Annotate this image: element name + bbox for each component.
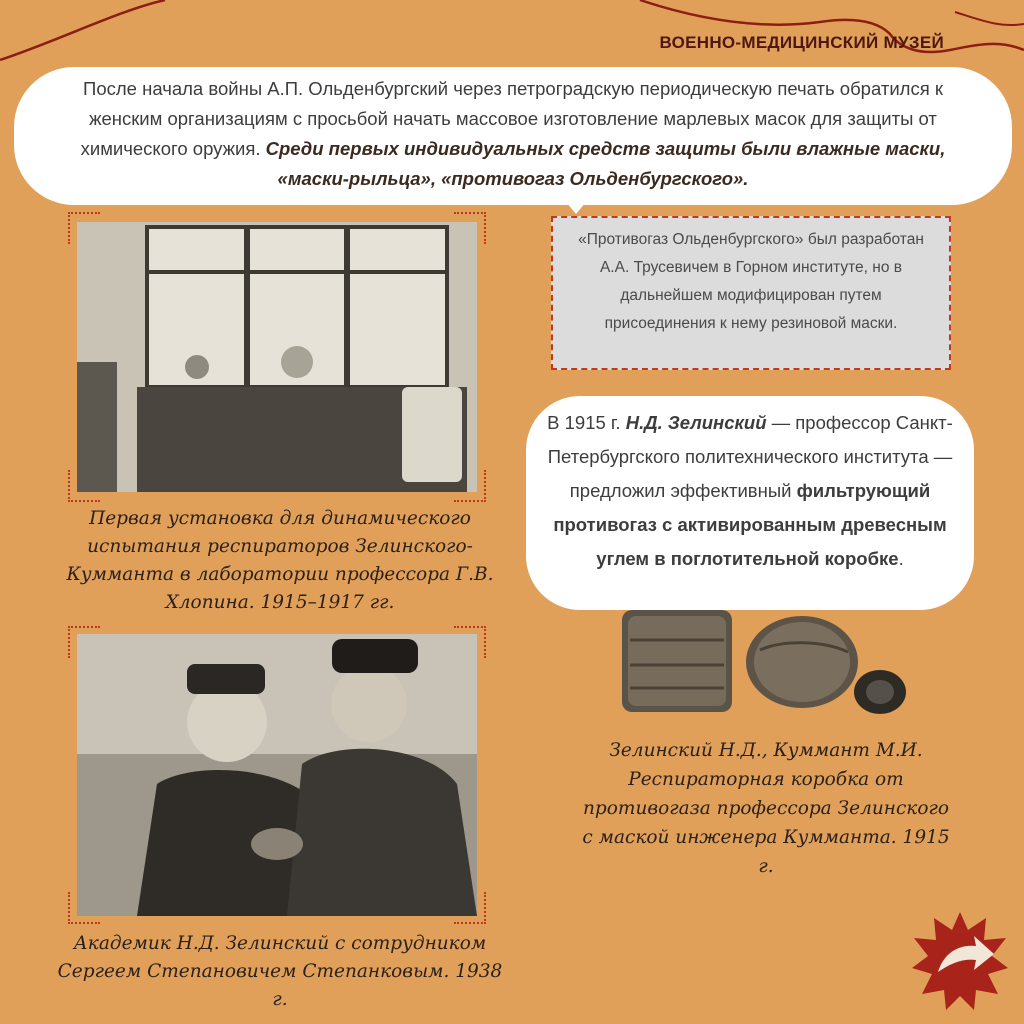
intro-text: После начала войны А.П. Ольденбургский через петроградскую периодическую печать обратился к женским организациям с просьбой начать массовое изготовление марлевых масок для защиты от химического оружия. xyxy=(80,78,943,159)
intro-bubble-tail xyxy=(566,202,586,214)
respirator-box-photo xyxy=(612,600,912,720)
zelinsky-name: Н.Д. Зелинский xyxy=(625,412,767,433)
museum-title: ВОЕННО-МЕДИЦИНСКИЙ МУЗЕЙ xyxy=(659,33,944,52)
oldenburg-gasmask-note: «Противогаз Ольденбургского» был разработан А.А. Трусевичем в Горном институте, но в дальнейшем модифицирован путем присоединения к нему резиновой маски. xyxy=(551,216,951,370)
zelinsky-text-bubble xyxy=(526,396,974,610)
zelinsky-middle: — профессор Санкт-Петербургского политехнического института — предложил эффективный xyxy=(547,412,953,501)
lab-photo-frame xyxy=(68,212,486,502)
portrait-photo-frame xyxy=(68,626,486,924)
lab-photo-caption: Первая установка для динамического испытания респираторов Зелинского-Кумманта в лаборатории профессора Г.В. Хлопина. 1915–1917 гг. xyxy=(66,508,494,613)
next-arrow-button[interactable] xyxy=(910,910,1010,1010)
lab-photo-drawing xyxy=(77,222,477,492)
arrow-right-icon xyxy=(912,912,1008,1010)
intro-text-bubble xyxy=(14,67,1012,205)
respirator-box-caption: Зелинский Н.Д., Куммант М.И. Респираторная коробка от противогаза профессора Зелинского с маской инженера Кумманта. 1915 г. xyxy=(582,740,950,877)
zelinsky-suffix: . xyxy=(898,548,904,569)
lab-photo xyxy=(77,222,477,492)
portrait-photo-caption: Академик Н.Д. Зелинский с сотрудником Сергеем Степановичем Степанковым. 1938 г. xyxy=(57,933,503,1010)
portrait-photo-drawing xyxy=(77,634,477,916)
zelinsky-emphasis: фильтрующий противогаз с активированным древесным углем в поглотительной коробке xyxy=(553,480,947,569)
portrait-photo xyxy=(77,634,477,916)
zelinsky-prefix: В 1915 г. xyxy=(547,412,626,433)
intro-emphasis: Среди первых индивидуальных средств защиты были влажные маски, «маски-рыльца», «противогаз Ольденбургского». xyxy=(265,138,946,189)
